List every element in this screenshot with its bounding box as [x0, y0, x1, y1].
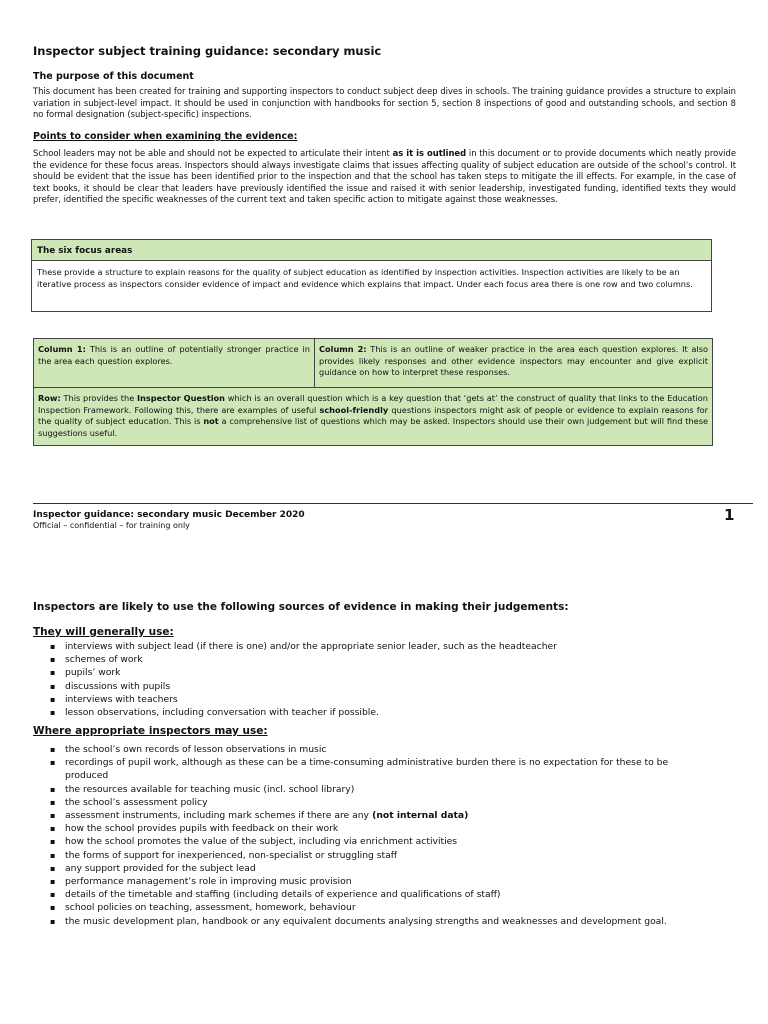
list-item [50, 809, 710, 822]
list-item-text: assessment instruments, including mark schemes if there are any [65, 810, 369, 822]
row-text-b: which is an overall question which is a key question that ‘gets at’ the construct of quality that links to the Education Inspection Framework. Following this, there are examples of useful [38, 393, 708, 415]
footer-divider [33, 503, 753, 504]
column-1-text: This is an outline of potentially stronger practice in the area each question explores. [38, 344, 310, 366]
column-2-cell [315, 339, 712, 387]
list-item: ▪ performance management’s role in improving music provision [50, 875, 710, 888]
list-item: ▪ recordings of pupil work, although as these can be a time-consuming administrative burden there is no expectation for these to be produced [50, 756, 710, 782]
points-text-b: in this document or to provide documents which neatly provide the evidence for these focus areas. Inspectors should always investigate claims that issues affecting quality of subject education are outside of the school’s control. It should be evident that the issue has been identified prior to the inspection and that the school has taken steps to mitigate the ill effects. For example, in the case of text books, it should be clear that leaders have previously identified the issue and raised it with senior leadership, investigated funding, identified texts they would prefer, identified the specific weaknesses of the current text and taken specific action to mitigate against those weaknesses. [33, 148, 736, 204]
list-item: ▪ lesson observations, including conversation with teacher if possible. [50, 706, 710, 719]
list-item: ▪ the forms of support for inexperienced, non-specialist or struggling staff [50, 849, 710, 862]
column-2-label: Column 2: [319, 344, 367, 354]
list-item: ▪ the resources available for teaching music (incl. school library) [50, 783, 710, 796]
row-bold-inspector-question: Inspector Question [137, 393, 226, 403]
row-bold-school-friendly: school-friendly [319, 404, 389, 415]
list-item: ▪ the school’s assessment policy [50, 796, 710, 809]
row-text-d: a comprehensive list of questions which may be asked. Inspectors should use their own judgement but will find these suggestions useful. [38, 416, 708, 438]
column-1-cell [34, 339, 315, 387]
page-number: 1 [724, 506, 735, 524]
columns-table [33, 338, 713, 446]
list-item: ▪ details of the timetable and staffing (including details of experience and qualifications of staff) [50, 888, 710, 901]
list-item: ▪ discussions with pupils [50, 680, 710, 693]
sources-heading: Inspectors are likely to use the following sources of evidence in making their judgements: [33, 601, 569, 613]
list-item: ▪ the school’s own records of lesson observations in music [50, 743, 710, 756]
general-use-heading: They will generally use: [33, 626, 174, 638]
points-text-bold: as it is outlined [392, 148, 467, 158]
list-item: ▪ any support provided for the subject lead [50, 862, 710, 875]
focus-areas-heading: The six focus areas [32, 240, 711, 261]
list-item: ▪ pupils’ work [50, 666, 710, 679]
footer-subtitle: Official – confidential – for training only [33, 521, 190, 530]
row-text-a: This provides the [60, 393, 138, 403]
column-2-text: This is an outline of weaker practice in the area each question explores. It also provides likely responses and other evidence inspectors may encounter and give explicit guidance on how to interpret these responses. [319, 344, 708, 377]
may-use-heading: Where appropriate inspectors may use: [33, 725, 268, 737]
focus-areas-text: These provide a structure to explain reasons for the quality of subject education as identified by inspection activities. Inspection activities are likely to be an iterative process as inspectors consider evidence of impact and evidence which explains that impact. Under each focus area there is one row and two columns. [37, 267, 693, 289]
list-item: ▪ schemes of work [50, 653, 710, 666]
points-paragraph [33, 148, 736, 206]
list-item: ▪ interviews with subject lead (if there is one) and/or the appropriate senior leader, such as the headteacher [50, 640, 710, 653]
document-title: Inspector subject training guidance: secondary music [33, 44, 382, 58]
purpose-paragraph: This document has been created for training and supporting inspectors to conduct subject deep dives in schools. The training guidance provides a structure to explain variation in subject-level impact. It should be used in conjunction with handbooks for section 5, section 8 inspections of good and outstanding schools, and section 8 no formal designation (subject-specific) inspections. [33, 86, 736, 119]
purpose-heading: The purpose of this document [33, 71, 194, 82]
general-use-list [50, 640, 710, 719]
row-label: Row: [38, 393, 61, 403]
points-heading: Points to consider when examining the evidence: [33, 131, 298, 142]
list-item: ▪ school policies on teaching, assessment, homework, behaviour [50, 901, 710, 914]
focus-areas-box [31, 239, 712, 312]
list-item: ▪ interviews with teachers [50, 693, 710, 706]
row-cell [34, 387, 712, 445]
list-item: ▪ the music development plan, handbook or any equivalent documents analysing strengths and weaknesses and development goal. [50, 915, 710, 928]
row-bold-not: not [203, 416, 219, 426]
points-text-a: School leaders may not be able and should not be expected to articulate their intent [33, 148, 393, 158]
footer-title: Inspector guidance: secondary music December 2020 [33, 510, 305, 520]
may-use-list [50, 743, 710, 928]
row-text-c: questions inspectors might ask of people or evidence to explain reasons for the quality of subject education. This is [38, 404, 708, 426]
list-item: ▪ how the school provides pupils with feedback on their work [50, 822, 710, 835]
column-1-label: Column 1: [38, 344, 86, 354]
list-item-bold: (not internal data) [368, 810, 469, 822]
list-item: ▪ how the school promotes the value of the subject, including via enrichment activities [50, 835, 710, 848]
